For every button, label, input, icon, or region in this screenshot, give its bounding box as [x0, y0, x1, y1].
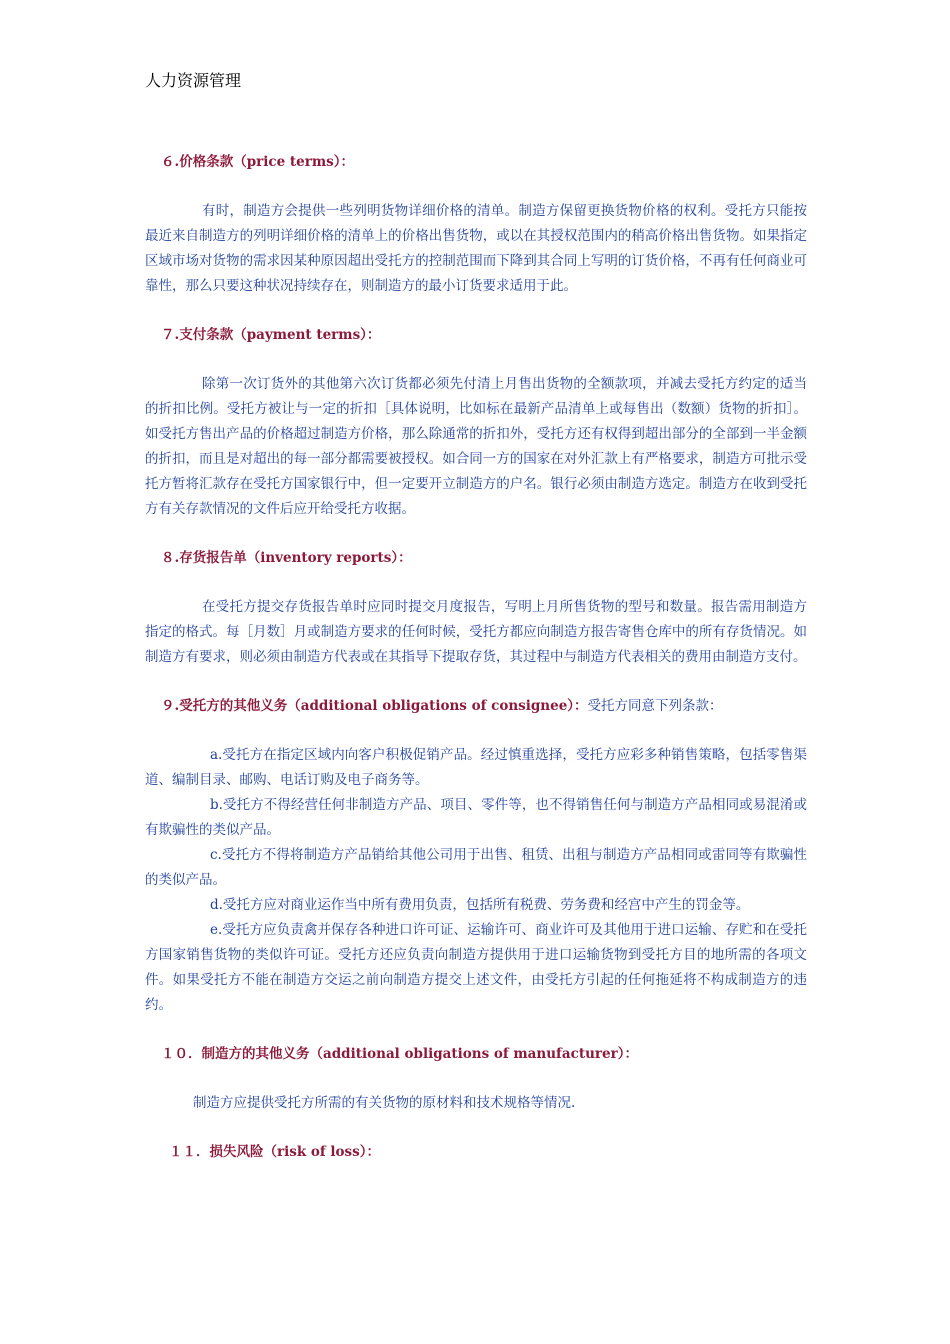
section-10-heading: １０．制造方的其他义务（additional obligations of manufacturer）： — [161, 1046, 638, 1062]
section-11-heading: １１．损失风险（risk of loss）： — [169, 1144, 380, 1160]
section-8-heading: ８.存货报告单（inventory reports）： — [161, 550, 412, 566]
section-8-paragraph: 在受托方提交存货报告单时应同时提交月度报告，写明上月所售货物的型号和数量。报告需用制造方指定的格式。每［月数］月或制造方要求的任何时候，受托方都应向制造方报告寄售仓库中的所有存货情况。如制造方有要求，则必须由制造方代表或在其指导下提取存货，其过程中与制造方代表相关的费用由制造方支付。 — [145, 599, 807, 665]
section-9-heading-text: ９.受托方的其他义务（additional obligations of consignee）： — [161, 698, 588, 714]
section-6-heading: ６.价格条款（price terms）： — [161, 154, 354, 170]
section-7-paragraph: 除第一次订货外的其他第六次订货都必须先付清上月售出货物的全额款项，并减去受托方约定的适当的折扣比例。受托方被让与一定的折扣［具体说明，比如标在最新产品清单上或每售出（数额）货物的折扣］。如受托方售出产品的价格超过制造方价格，那么除通常的折扣外，受托方还有权得到超出部分的全部到一半金额的折扣，而且是对超出的每一部分都需要被授权。如合同一方的国家在对外汇款上有严格要求，制造方可批示受托方暂将汇款存在受托方国家银行中，但一定要开立制造方的户名。银行必须由制造方选定。制造方在收到受托方有关存款情况的文件后应开给受托方收据。 — [145, 376, 807, 517]
section-9-item-c: c.受托方不得将制造方产品销给其他公司用于出售、租赁、出租与制造方产品相同或雷同等有欺骗性的类似产品。 — [145, 847, 807, 888]
section-9-item-e: e.受托方应负责禽并保存各种进口许可证、运输许可、商业许可及其他用于进口运输、存贮和在受托方国家销售货物的类似许可证。受托方还应负责向制造方提供用于进口运输货物到受托方目的地所需的各项文件。如果受托方不能在制造方交运之前向制造方提交上述文件，由受托方引起的任何拖延将不构成制造方的违约。 — [145, 922, 807, 1013]
document-body — [145, 150, 807, 1189]
section-7-heading: ７.支付条款（payment terms）： — [161, 327, 381, 343]
section-9-heading-tail: 受托方同意下列条款： — [587, 698, 723, 714]
document-header: 人力资源管理 — [145, 71, 242, 90]
section-9-heading — [161, 694, 807, 719]
section-9-item-d: d.受托方应对商业运作当中所有费用负责，包括所有税费、劳务费和经宫中产生的罚金等。 — [210, 897, 750, 913]
section-9-item-a: a.受托方在指定区域内向客户积极促销产品。经过慎重选择，受托方应彩多种销售策略，包括零售渠道、编制目录、邮购、电话订购及电子商务等。 — [145, 747, 807, 788]
section-6-paragraph: 有时，制造方会提供一些列明货物详细价格的清单。制造方保留更换货物价格的权利。受托方只能按最近来自制造方的列明详细价格的清单上的价格出售货物，或以在其授权范围内的稍高价格出售货物。如果指定区域市场对货物的需求因某种原因超出受托方的控制范围而下降到其合同上写明的订货价格，不再有任何商业可靠性，那么只要这种状况持续存在，则制造方的最小订货要求适用于此。 — [145, 203, 807, 294]
section-9-item-b: b.受托方不得经营任何非制造方产品、项目、零件等，也不得销售任何与制造方产品相同或易混淆或有欺骗性的类似产品。 — [145, 797, 807, 838]
section-10-paragraph: 制造方应提供受托方所需的有关货物的原材料和技术规格等情况. — [193, 1095, 576, 1111]
